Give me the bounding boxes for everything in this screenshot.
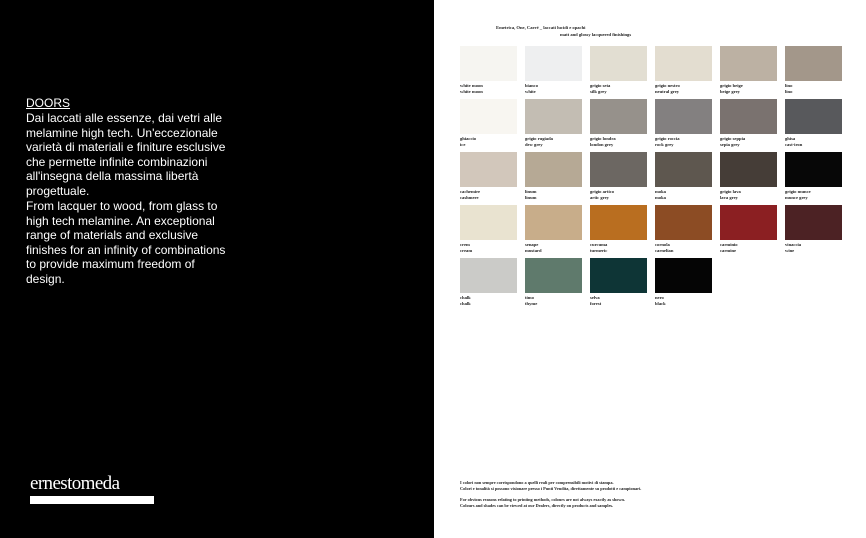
swatch-chip	[590, 152, 647, 187]
swatch	[720, 205, 777, 257]
swatch-name-en: carmine	[720, 248, 737, 253]
swatch	[785, 46, 842, 98]
swatch	[720, 152, 777, 204]
swatch-name-it: cornola	[655, 242, 670, 247]
swatch-name-it: nero	[655, 295, 664, 300]
swatch-name-it: chalk	[460, 295, 471, 300]
swatch-name-it: white moon	[460, 83, 483, 88]
note-line-2: Colori e tonalità si possono visionare presso i Punti Vendita, direttamente su prodotti e campionari.	[460, 486, 642, 491]
finish-subtitle: matt and glossy lacquered finishings	[560, 32, 632, 37]
brand-logo: ernestomeda	[30, 473, 120, 494]
swatch-chip	[720, 205, 777, 240]
swatch	[460, 258, 517, 310]
swatch-chip	[525, 152, 582, 187]
swatch-chip	[785, 46, 842, 81]
swatch	[785, 205, 842, 257]
swatch-name-en: white moon	[460, 89, 483, 94]
swatch-name-en: artic grey	[590, 195, 609, 200]
swatch	[525, 205, 582, 257]
swatch-name-en: dew grey	[525, 142, 543, 147]
swatch-name-it: timo	[525, 295, 534, 300]
swatch-name-en: wine	[785, 248, 795, 253]
logo-underline-bar	[30, 496, 154, 504]
swatch	[720, 46, 777, 98]
swatch-name-en: ice	[460, 142, 466, 147]
swatch-name-it: selva	[590, 295, 600, 300]
swatch-name-en: neutral grey	[655, 89, 680, 94]
swatch-name-en: cast-iron	[785, 142, 803, 147]
swatch-name-it: grigio beige	[720, 83, 743, 88]
swatch	[590, 46, 647, 98]
swatch	[655, 99, 712, 151]
swatch-chip	[590, 99, 647, 134]
swatch	[590, 152, 647, 204]
swatch-name-it: ghisa	[785, 136, 796, 141]
swatch-name-en: mustard	[525, 248, 542, 253]
swatch-name-it: grigio seta	[590, 83, 611, 88]
swatch-chip	[460, 205, 517, 240]
description-english: From lacquer to wood, from glass to high tech melamine. An exceptional range of materials and exclusive finishes for an infinity of combinations to provide maximum freedom of design.	[26, 199, 226, 286]
swatch-name-it: lino	[785, 83, 793, 88]
swatch	[655, 205, 712, 257]
description-italian: Dai laccati alle essenze, dai vetri alle melamine high tech. Un'eccezionale varietà di materiali e finiture esclusive che permette infinite combinazioni all'insegna della massima libertà progettuale.	[26, 111, 226, 198]
swatch	[525, 99, 582, 151]
swatch-chip	[525, 99, 582, 134]
swatch-name-en: rock grey	[655, 142, 674, 147]
swatch-name-en: forest	[590, 301, 602, 306]
swatch	[460, 46, 517, 98]
swatch-name-en: black	[655, 301, 666, 306]
swatch-name-it: grigio seppia	[720, 136, 746, 141]
swatch-name-en: london grey	[590, 142, 614, 147]
note-line-3: For obvious reasons relating to printing methods, colours are not always exactly as shown.	[460, 497, 625, 502]
swatch-chip	[460, 99, 517, 134]
swatch-chip	[460, 46, 517, 81]
swatch	[785, 99, 842, 151]
swatch-chip	[785, 99, 842, 134]
swatch	[460, 205, 517, 257]
swatch-chip	[655, 258, 712, 293]
swatch-name-en: beige grey	[720, 89, 740, 94]
swatch-chip	[525, 258, 582, 293]
swatch	[460, 152, 517, 204]
swatch-name-en: lino	[785, 89, 793, 94]
swatch	[525, 258, 582, 310]
swatch-chip	[655, 205, 712, 240]
swatch-name-it: grigio lava	[720, 189, 741, 194]
swatch-chip	[590, 258, 647, 293]
swatch-name-en: sepia grey	[720, 142, 740, 147]
swatch-chip	[720, 152, 777, 187]
swatch-name-en: munce grey	[785, 195, 808, 200]
swatch-name-it: grigio munce	[785, 189, 811, 194]
swatch-chip	[525, 46, 582, 81]
swatch-chip	[525, 205, 582, 240]
swatch-chip	[590, 46, 647, 81]
swatch-name-it: crem	[460, 242, 470, 247]
swatch-name-it: moka	[655, 189, 666, 194]
finish-title: Emetrica, One, Carré _ laccati lucidi e opachi	[496, 25, 586, 30]
swatch	[460, 99, 517, 151]
swatch-name-it: bianco	[525, 83, 539, 88]
swatch-chip	[655, 99, 712, 134]
swatch-name-en: linum	[525, 195, 537, 200]
swatch	[590, 205, 647, 257]
right-panel	[434, 0, 866, 538]
swatch-chip	[460, 152, 517, 187]
swatch-name-en: chalk	[460, 301, 471, 306]
swatch-chip	[720, 46, 777, 81]
swatch-chip	[590, 205, 647, 240]
swatch-name-en: cashmere	[460, 195, 479, 200]
swatch-chip	[655, 152, 712, 187]
swatch-name-it: carminio	[720, 242, 738, 247]
swatch-name-it: linum	[525, 189, 537, 194]
swatch-name-en: moka	[655, 195, 666, 200]
swatch-name-it: cachemire	[460, 189, 481, 194]
swatch-name-en: thyme	[525, 301, 538, 306]
swatch-name-it: grigio londra	[590, 136, 616, 141]
swatch	[720, 99, 777, 151]
swatch	[590, 258, 647, 310]
swatch	[655, 258, 712, 310]
swatch-name-it: grigio artico	[590, 189, 615, 194]
swatch-chip	[785, 205, 842, 240]
swatch-name-en: white	[525, 89, 536, 94]
swatch-name-en: cream	[460, 248, 473, 253]
swatch-chip	[460, 258, 517, 293]
swatch	[655, 46, 712, 98]
swatch-chip	[785, 152, 842, 187]
swatch-name-it: senape	[525, 242, 539, 247]
swatch-name-it: grigio rugiada	[525, 136, 553, 141]
swatch	[525, 152, 582, 204]
swatch	[785, 152, 842, 204]
section-title: DOORS	[26, 96, 71, 110]
swatch-name-it: grigio roccia	[655, 136, 680, 141]
swatch-name-it: vinaccia	[785, 242, 802, 247]
swatch-chip	[720, 99, 777, 134]
swatch-name-en: carnelian	[655, 248, 674, 253]
swatch-chip	[655, 46, 712, 81]
swatch	[590, 99, 647, 151]
swatch-name-it: curcuma	[590, 242, 608, 247]
swatch-name-en: silk grey	[590, 89, 607, 94]
note-line-4: Colours and shades can be viewed at our Dealers, directly on products and samples.	[460, 503, 614, 508]
swatch	[655, 152, 712, 204]
note-line-1: I colori non sempre corrispondono a quelli reali per comprensibili motivi di stampa.	[460, 480, 614, 485]
swatch-name-it: ghiaccio	[460, 136, 477, 141]
swatch	[525, 46, 582, 98]
swatch-name-en: turmeric	[590, 248, 608, 253]
swatch-name-it: grigio nestro	[655, 83, 680, 88]
swatch-name-en: lava grey	[720, 195, 738, 200]
